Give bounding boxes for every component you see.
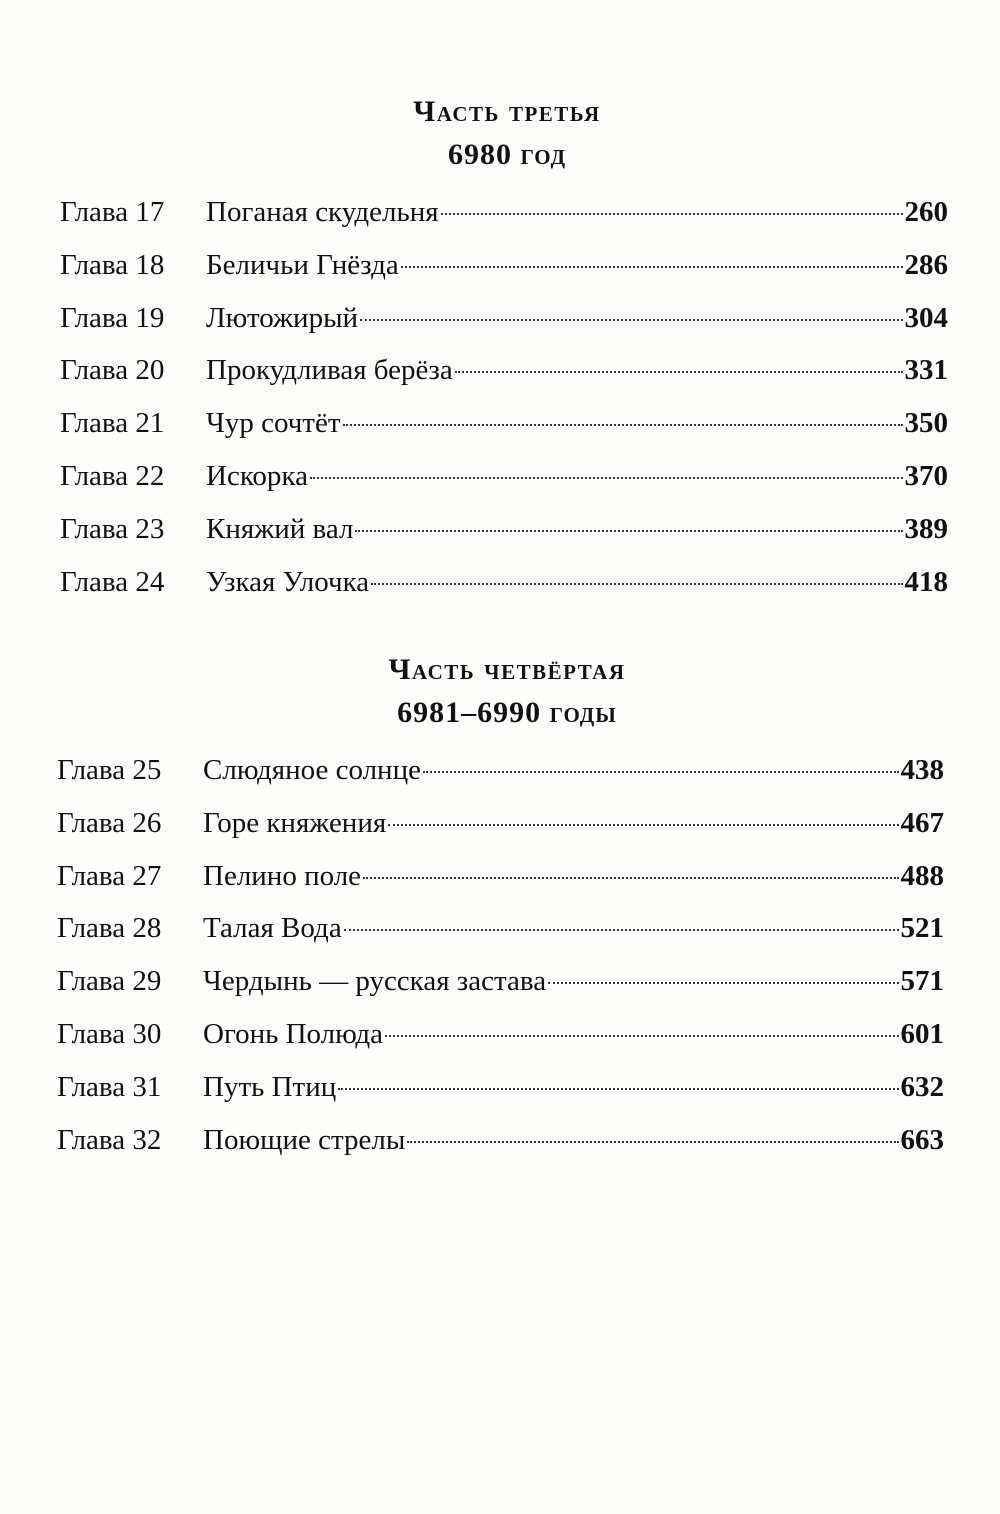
chapter-entry[interactable] bbox=[0, 744, 944, 797]
chapter-title: Чур сочтёт bbox=[206, 407, 341, 440]
chapter-entry[interactable] bbox=[0, 239, 948, 292]
page-number: 663 bbox=[900, 1123, 944, 1156]
page-number: 286 bbox=[904, 248, 948, 281]
chapter-title: Огонь Полюда bbox=[203, 1017, 383, 1050]
dot-leader bbox=[371, 582, 902, 585]
chapter-number: Глава 25 bbox=[57, 754, 162, 786]
dot-leader bbox=[401, 265, 903, 268]
chapter-title: Путь Птиц bbox=[203, 1070, 337, 1103]
page-number: 418 bbox=[904, 565, 948, 598]
dot-leader bbox=[343, 423, 903, 426]
chapter-entry[interactable] bbox=[0, 450, 948, 503]
dot-leader bbox=[360, 318, 902, 321]
chapter-number: Глава 27 bbox=[57, 859, 162, 892]
page-number: 370 bbox=[904, 459, 948, 492]
chapter-title: Поганая скудельня bbox=[206, 196, 439, 228]
chapter-number: Глава 17 bbox=[60, 196, 165, 228]
chapter-entry[interactable] bbox=[0, 902, 944, 955]
page-number: 488 bbox=[900, 859, 944, 892]
dot-leader bbox=[407, 1140, 898, 1143]
chapter-title: Искорка bbox=[206, 459, 308, 492]
page-number: 304 bbox=[904, 301, 948, 334]
chapter-title: Талая Вода bbox=[203, 912, 342, 945]
chapter-number: Глава 26 bbox=[57, 806, 162, 839]
page-number: 438 bbox=[900, 754, 944, 786]
chapter-entry[interactable] bbox=[0, 556, 948, 609]
chapter-number: Глава 21 bbox=[60, 407, 165, 440]
dot-leader bbox=[388, 823, 898, 826]
part-years: 6980 год bbox=[447, 138, 567, 171]
page-number: 521 bbox=[900, 912, 944, 945]
chapter-number: Глава 20 bbox=[60, 354, 165, 387]
chapter-title: Прокудливая берёза bbox=[206, 354, 453, 387]
part-title: Часть четвёртая bbox=[388, 653, 626, 686]
chapter-entry[interactable] bbox=[0, 186, 948, 239]
page-number: 389 bbox=[904, 512, 948, 545]
chapter-entry[interactable] bbox=[0, 1008, 944, 1061]
chapter-entry[interactable] bbox=[0, 955, 944, 1008]
chapter-title: Поющие стрелы bbox=[203, 1123, 406, 1156]
chapter-number: Глава 18 bbox=[60, 248, 165, 281]
chapter-list bbox=[0, 186, 1000, 608]
chapter-entry[interactable] bbox=[0, 292, 948, 345]
dot-leader bbox=[423, 770, 899, 773]
chapter-title: Пелино поле bbox=[203, 859, 362, 892]
chapter-number: Глава 29 bbox=[57, 965, 162, 998]
dot-leader bbox=[441, 212, 903, 215]
chapter-list bbox=[0, 744, 1000, 1166]
chapter-number: Глава 24 bbox=[60, 565, 165, 598]
chapter-title: Чердынь — русская застава bbox=[203, 965, 547, 998]
chapter-number: Глава 19 bbox=[60, 301, 165, 334]
chapter-number: Глава 30 bbox=[57, 1017, 162, 1050]
dot-leader bbox=[344, 928, 899, 931]
chapter-title: Княжий вал bbox=[206, 512, 354, 545]
chapter-title: Беличьи Гнёзда bbox=[206, 248, 399, 281]
page-number: 331 bbox=[904, 354, 948, 387]
chapter-entry[interactable] bbox=[0, 503, 948, 556]
dot-leader bbox=[363, 876, 898, 879]
chapter-entry[interactable] bbox=[0, 797, 944, 850]
chapter-entry[interactable] bbox=[0, 397, 948, 450]
chapter-entry[interactable] bbox=[0, 850, 944, 903]
dot-leader bbox=[310, 476, 903, 479]
part-title: Часть третья bbox=[413, 95, 601, 128]
page-number: 350 bbox=[904, 407, 948, 440]
chapter-title: Узкая Улочка bbox=[206, 565, 370, 598]
page-number: 467 bbox=[900, 806, 944, 839]
page-number: 601 bbox=[900, 1017, 944, 1050]
dot-leader bbox=[455, 370, 903, 373]
part-years: 6981–6990 годы bbox=[397, 696, 617, 729]
chapter-entry[interactable] bbox=[0, 1114, 944, 1167]
chapter-number: Глава 28 bbox=[57, 912, 162, 945]
chapter-number: Глава 23 bbox=[60, 512, 165, 545]
chapter-number: Глава 31 bbox=[57, 1070, 162, 1103]
chapter-entry[interactable] bbox=[0, 1061, 944, 1114]
dot-leader bbox=[338, 1087, 898, 1090]
chapter-number: Глава 32 bbox=[57, 1123, 162, 1156]
page-number: 260 bbox=[904, 196, 948, 228]
page-number: 571 bbox=[900, 965, 944, 998]
chapter-number: Глава 22 bbox=[60, 459, 165, 492]
part-section bbox=[0, 650, 1000, 1166]
chapter-entry[interactable] bbox=[0, 344, 948, 397]
chapter-title: Слюдяное солнце bbox=[203, 754, 421, 786]
dot-leader bbox=[385, 1034, 899, 1037]
page-number: 632 bbox=[900, 1070, 944, 1103]
chapter-title: Горе княжения bbox=[203, 806, 387, 839]
chapter-title: Лютожирый bbox=[206, 301, 359, 334]
dot-leader bbox=[355, 529, 902, 532]
part-section bbox=[0, 92, 1000, 608]
dot-leader bbox=[548, 981, 898, 984]
